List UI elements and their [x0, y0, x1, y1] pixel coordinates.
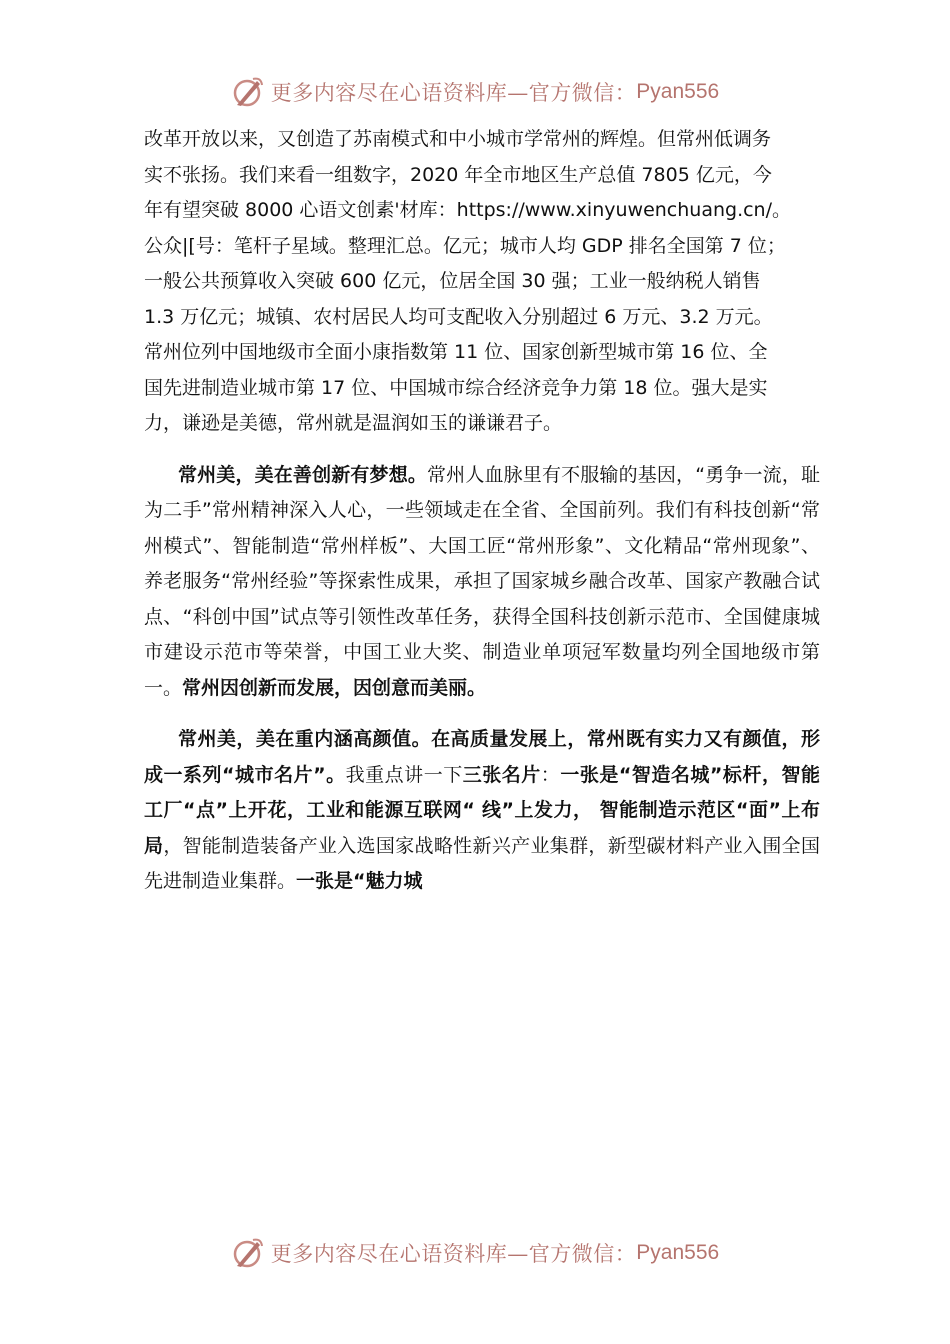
pen-quill-logo-icon — [231, 75, 265, 109]
banner-wechat-id: Pyan556 — [636, 1241, 720, 1264]
paragraph-3-colon: ： — [540, 763, 561, 786]
paragraph-3 — [144, 722, 820, 900]
paragraph-3-card1: 一张是“智造名城”标杆，智能工厂“点”上开花，工业和能源互联网“ 线”上发力， 智能制造示范区“面”上布局 — [144, 763, 820, 857]
footer-banner — [0, 1233, 950, 1273]
paragraph-2-lead: 常州美，美在善创新有梦想。 — [178, 463, 428, 486]
paragraph-3-card2: 一张是“魅力城 — [296, 870, 423, 892]
text-line: 1.3 万亿元；城镇、农村居民人均可支配收入分别超过 6 万元、3.2 万元。 — [144, 305, 773, 328]
text-line: 常州位列中国地级市全面小康指数第 11 位、国家创新型城市第 16 位、全 — [144, 341, 768, 363]
paragraph-3-mid1: 我重点讲一下 — [345, 763, 463, 786]
text-line: 国先进制造业城市第 17 位、中国城市综合经济竞争力第 18 位。强大是实 — [144, 376, 768, 399]
paragraph-3-three-cards: 三张名片 — [462, 763, 541, 786]
banner-wechat-id: Pyan556 — [636, 80, 720, 103]
text-line: 力，谦逊是美德，常州就是温润如玉的谦谦君子。 — [144, 412, 563, 434]
paragraph-2-body: 常州人血脉里有不服输的基因，“勇争一流，耻为二手”常州精神深入人心，一些领域走在全省、全国前列。我们有科技创新“常州模式”、智能制造“常州样板”、大国工匠“常州形象”、文化精品“常州现象”、养老服务“常州经验”等探索性成果，承担了国家城乡融合改革、国家产教融合试点、“科创中国”试点等引领性改革任务，获得全国科技创新示范市、全国健康城市建设示范市等荣誉，中国工业大奖、制造业单项冠军数量均列全国地级市第一。 — [144, 463, 820, 699]
text-line: 实不张扬。我们来看一组数字，2020 年全市地区生产总值 7805 亿元，今 — [144, 163, 772, 186]
paragraph-2-tail: 常州因创新而发展，因创意而美丽。 — [182, 676, 487, 699]
paragraph-1 — [144, 122, 820, 442]
paragraph-2 — [144, 458, 820, 707]
banner-text: 更多内容尽在心语资料库—官方微信： — [270, 1242, 637, 1266]
paragraph-3-mid2: ，智能制造装备产业入选国家战略性新兴产业集群，新型碳材料产业入围全国先进制造业集群。 — [144, 834, 820, 892]
pen-quill-logo-icon — [231, 1236, 265, 1270]
document-body — [144, 122, 820, 900]
text-line: 改革开放以来，又创造了苏南模式和中小城市学常州的辉煌。但常州低调务 — [144, 128, 772, 150]
text-line: 年有望突破 8000 心语文创素'材库：https://www.xinyuwenchuang.cn/。 — [144, 199, 792, 221]
header-banner — [0, 72, 950, 112]
banner-text: 更多内容尽在心语资料库—官方微信： — [270, 81, 637, 105]
text-line: 一般公共预算收入突破 600 亿元，位居全国 30 强；工业一般纳税人销售 — [144, 270, 761, 292]
text-line: 公众|[号：笔杆子星域。整理汇总。亿元；城市人均 GDP 排名全国第 7 位； — [144, 234, 786, 257]
paragraph-3-lead: 常州美，美在重内涵高颜值。在高质量发展上，常州既有实力又有颜值，形成一系列“城市名片”。 — [144, 728, 820, 786]
